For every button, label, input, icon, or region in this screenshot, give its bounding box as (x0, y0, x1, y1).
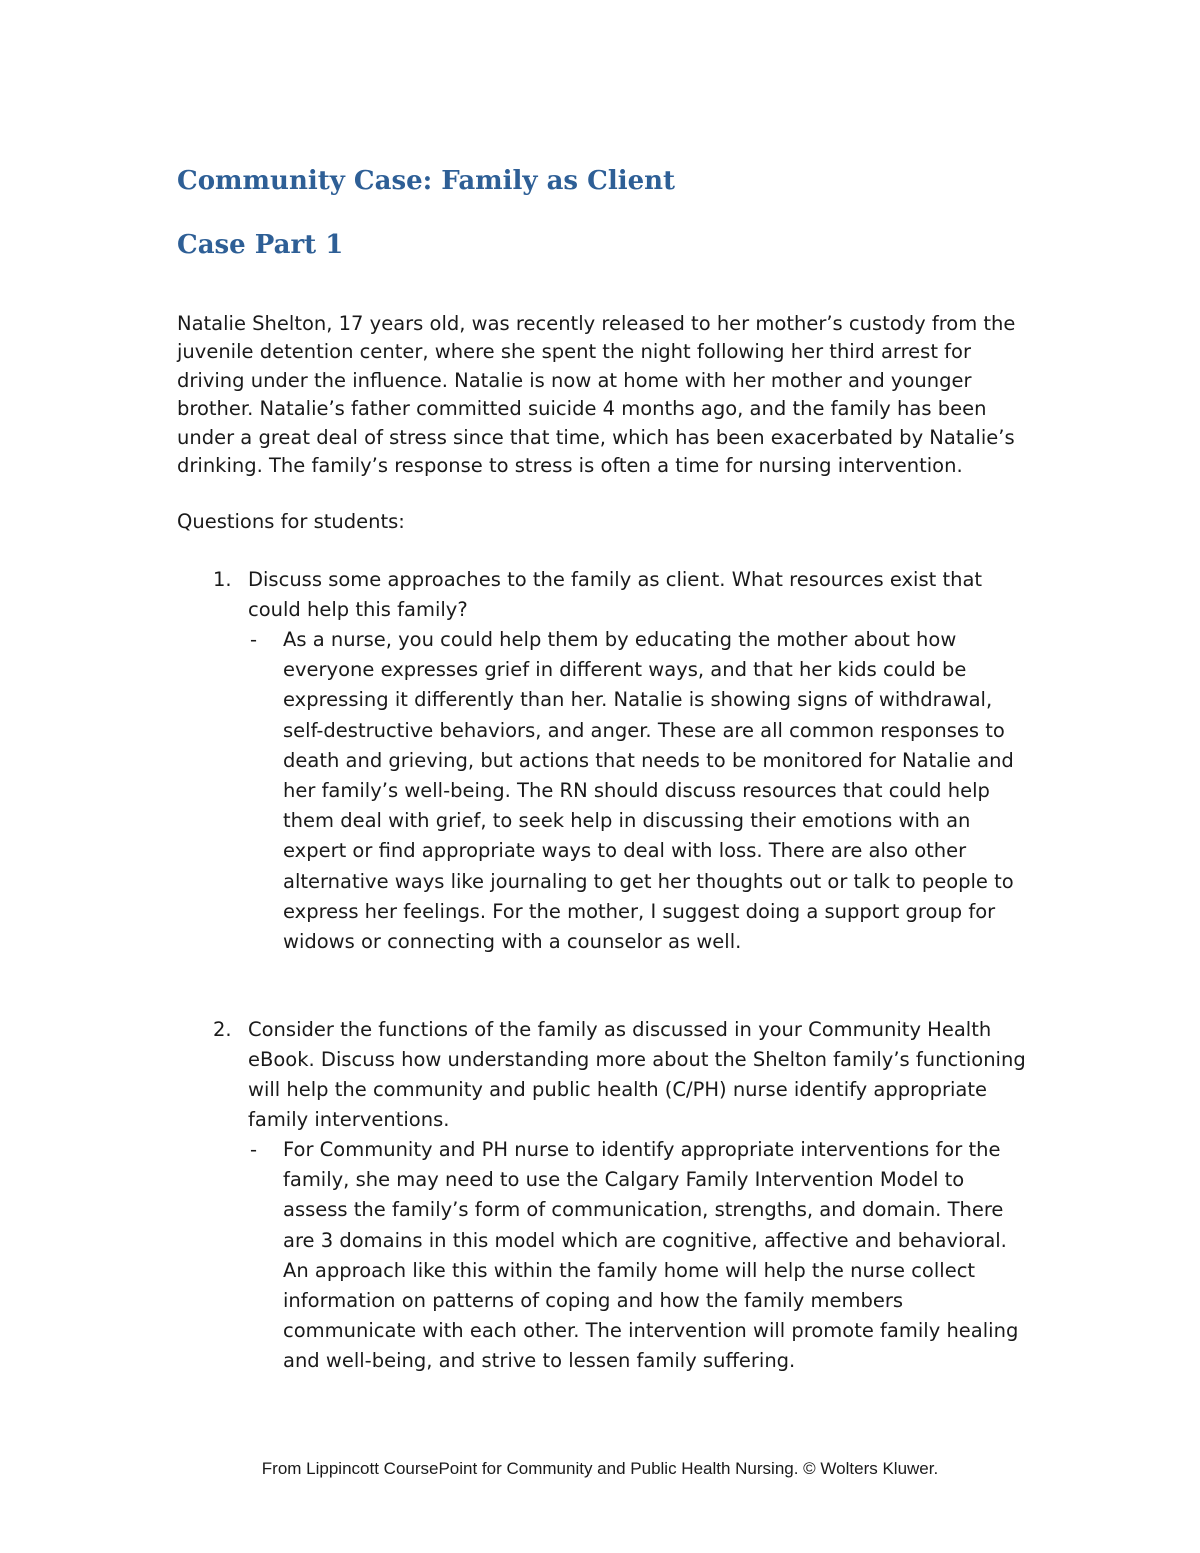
answer-bullet: - (250, 628, 258, 651)
question-text: Consider the functions of the family as discussed in your Community Health eBook. Discuss how understanding more about the Shelton family’s functioning will help the community and public health (C/PH) nurse identify appropriate family interventions. (248, 1018, 1026, 1131)
answer-row (0, 1135, 1200, 1377)
section-heading: Case Part 1 (177, 230, 344, 260)
answer-text: For Community and PH nurse to identify appropriate interventions for the family, she may need to use the Calgary Family Intervention Model to assess the family’s form of communication, strengths, and domain. There are 3 domains in this model which are cognitive, affective and behavioral. An approach like this within the family home will help the nurse collect information on patterns of coping and how the family members communicate with each other. The intervention will promote family healing and well-being, and strive to lessen family suffering. (283, 1138, 1019, 1373)
case-intro-paragraph: Natalie Shelton, 17 years old, was recently released to her mother’s custody from the juvenile detention center, where she spent the night following her third arrest for driving under the influence. Natalie is now at home with her mother and younger brother. Natalie’s father committed suicide 4 months ago, and the family has been under a great deal of stress since that time, which has been exacerbated by Natalie’s drinking. The family’s response to stress is often a time for nursing intervention. (177, 312, 1016, 478)
answer-row (0, 625, 1200, 957)
question-number: 1. (213, 568, 232, 591)
answer-bullet: - (250, 1138, 258, 1161)
answer-text: As a nurse, you could help them by educating the mother about how everyone expresses grief in different ways, and that her kids could be expressing it differently than her. Natalie is showing signs of withdrawal, self-destructive behaviors, and anger. These are all common responses to death and grieving, but actions that needs to be monitored for Natalie and her family’s well-being. The RN should discuss resources that could help them deal with grief, to seek help in discussing their emotions with an expert or find appropriate ways to deal with loss. There are also other alternative ways like journaling to get her thoughts out or talk to people to express her feelings. For the mother, I suggest doing a support group for widows or connecting with a counselor as well. (283, 628, 1014, 954)
page-title: Community Case: Family as Client (177, 166, 676, 196)
question-item-1 (0, 565, 1200, 957)
question-row (0, 1015, 1200, 1135)
questions-label: Questions for students: (177, 510, 405, 533)
question-item-2 (0, 1015, 1200, 1377)
question-row (0, 565, 1200, 625)
page-footer: From Lippincott CoursePoint for Community and Public Health Nursing. © Wolters Kluwer. (261, 1459, 939, 1478)
question-text: Discuss some approaches to the family as client. What resources exist that could help this family? (248, 568, 983, 621)
question-number: 2. (213, 1018, 232, 1041)
